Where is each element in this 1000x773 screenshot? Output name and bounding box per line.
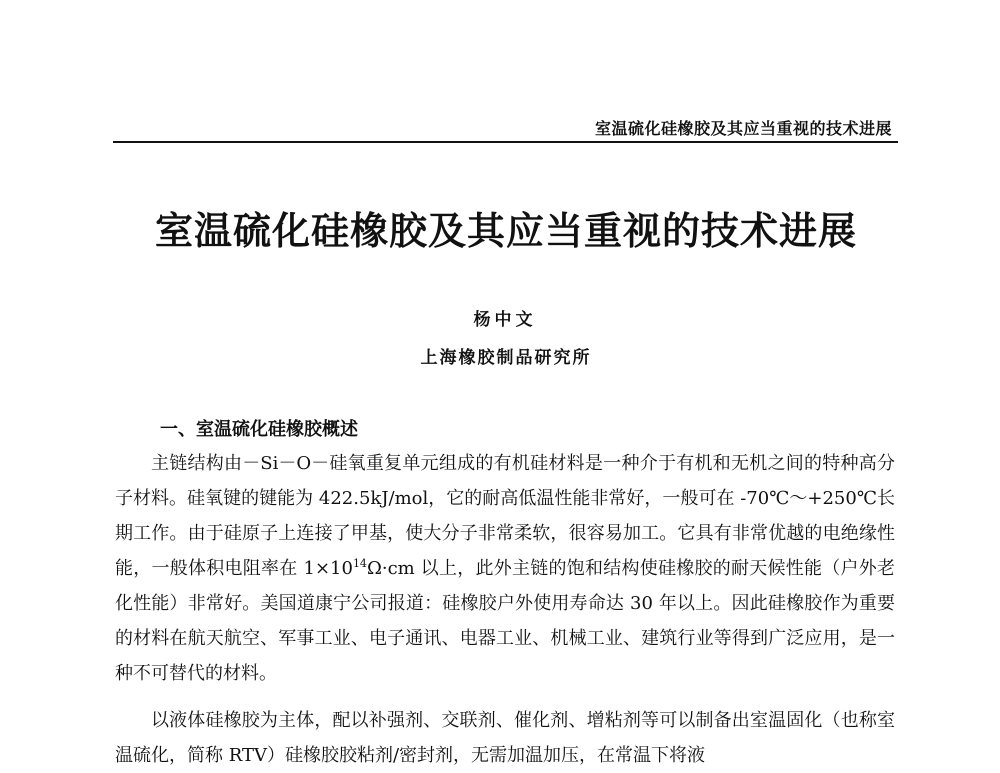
section-heading: 一、室温硫化硅橡胶概述: [160, 419, 358, 440]
running-header: 室温硫化硅橡胶及其应当重视的技术进展: [594, 119, 892, 138]
body-paragraph-2: 以液体硅橡胶为主体，配以补强剂、交联剂、催化剂、增粘剂等可以制备出室温固化（也称室温硫化，简称 RTV）硅橡胶胶粘剂/密封剂，无需加温加压，在常温下将液: [115, 710, 895, 766]
exponent: 14: [352, 557, 367, 570]
header-rule: [113, 141, 898, 143]
author-name: 杨中文: [473, 310, 537, 330]
paragraph-text: Ω·cm 以上，此外主链的饱和结构使硅橡胶的耐天候性能（户外老化性能）非常好。美国道康宁公司报道：硅橡胶户外使用寿命达 30 年以上。因此硅橡胶作为重要的材料在航天航空、军事工业、电子通讯、电器工业、机械工业、建筑行业等得到广泛应用，是一种不可替代的材料。: [115, 558, 895, 684]
author-affiliation: 上海橡胶制品研究所: [420, 348, 592, 368]
paragraph-text: 主链结构由－Si－O－硅氧重复单元组成的有机硅材料是一种介于有机和无机之间的特种高分子材料。硅氧键的键能为 422.5kJ/mol，它的耐高低温性能非常好，一般可在 -70℃～+250℃长期工作。由于硅原子上连接了甲基，使大分子非常柔软，很容易加工。它具有非常优越的电绝缘性能，一般体积电阻率在 1×10: [115, 453, 895, 579]
body-paragraph-1: [115, 446, 895, 691]
paper-title: 室温硫化硅橡胶及其应当重视的技术进展: [154, 208, 857, 253]
